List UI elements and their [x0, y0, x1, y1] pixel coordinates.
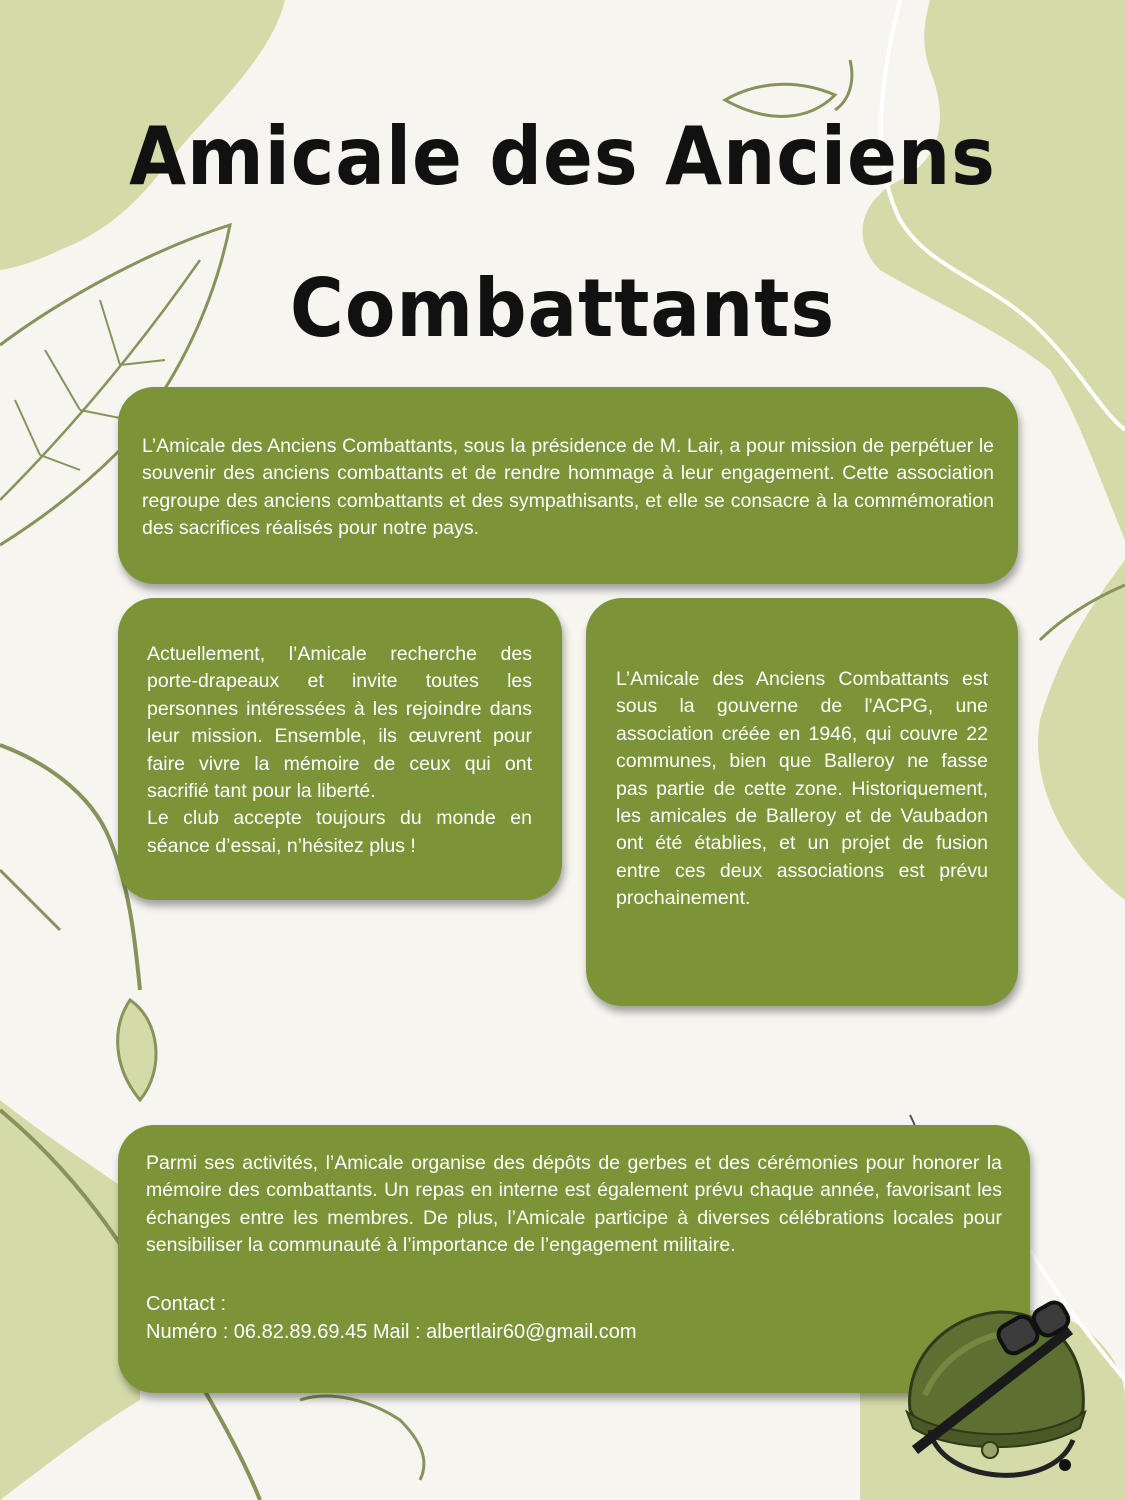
intro-text: L’Amicale des Anciens Combattants, sous la présidence de M. Lair, a pour mission de perpétuer le souvenir des anciens combattants et de rendre hommage à leur engagement. Cette association regroupe des anciens combattants et des sympathisants, et elle se consacre à la commémoration des sacrifices réalisés pour notre pays. [142, 435, 994, 540]
contact-heading: Contact : [146, 1292, 227, 1315]
small-leaf-left [118, 1000, 156, 1100]
page-title-line-2: Combattants [289, 262, 836, 355]
recruitment-text: Actuellement, l’Amicale recherche des porte-drapeaux et invite toutes les personnes intéressées à les rejoindre dans leur mission. Ensemble, ils œuvrent pour faire vivre la mémoire de ceux qui ont sacrifié tant pour la liberté. [147, 643, 532, 803]
helmet-illustration [895, 1300, 1095, 1485]
acpg-text: L’Amicale des Anciens Combattants est sous la gouverne de l'ACPG, une association créée en 1946, qui couvre 22 communes, bien que Balleroy ne fasse pas partie de cette zone. Historiquement, les amicales de Balleroy et de Vaubadon ont été établies, et un projet de fusion entre ces deux associations est prévu prochainement. [616, 668, 988, 910]
trial-session-text: Le club accepte toujours du monde en séance d’essai, n’hésitez plus ! [147, 807, 532, 857]
acpg-card [586, 598, 1018, 1006]
activities-card [118, 1125, 1030, 1393]
page-title-line-1: Amicale des Anciens [129, 110, 996, 203]
shape-right-middle [1038, 560, 1125, 900]
contact-block [146, 1290, 1002, 1346]
activities-text: Parmi ses activités, l’Amicale organise des dépôts de gerbes et des cérémonies pour honorer la mémoire des combattants. Un repas en interne est également prévu chaque année, favorisant les échanges entre les membres. De plus, l’Amicale participe à diverses célébrations locales pour sensibiliser la communauté à l’importance de l’engagement militaire. [146, 1152, 1002, 1257]
intro-card [118, 387, 1018, 584]
contact-details: Numéro : 06.82.89.69.45 Mail : albertlair60@gmail.com [146, 1320, 637, 1343]
recruitment-card [118, 598, 562, 900]
